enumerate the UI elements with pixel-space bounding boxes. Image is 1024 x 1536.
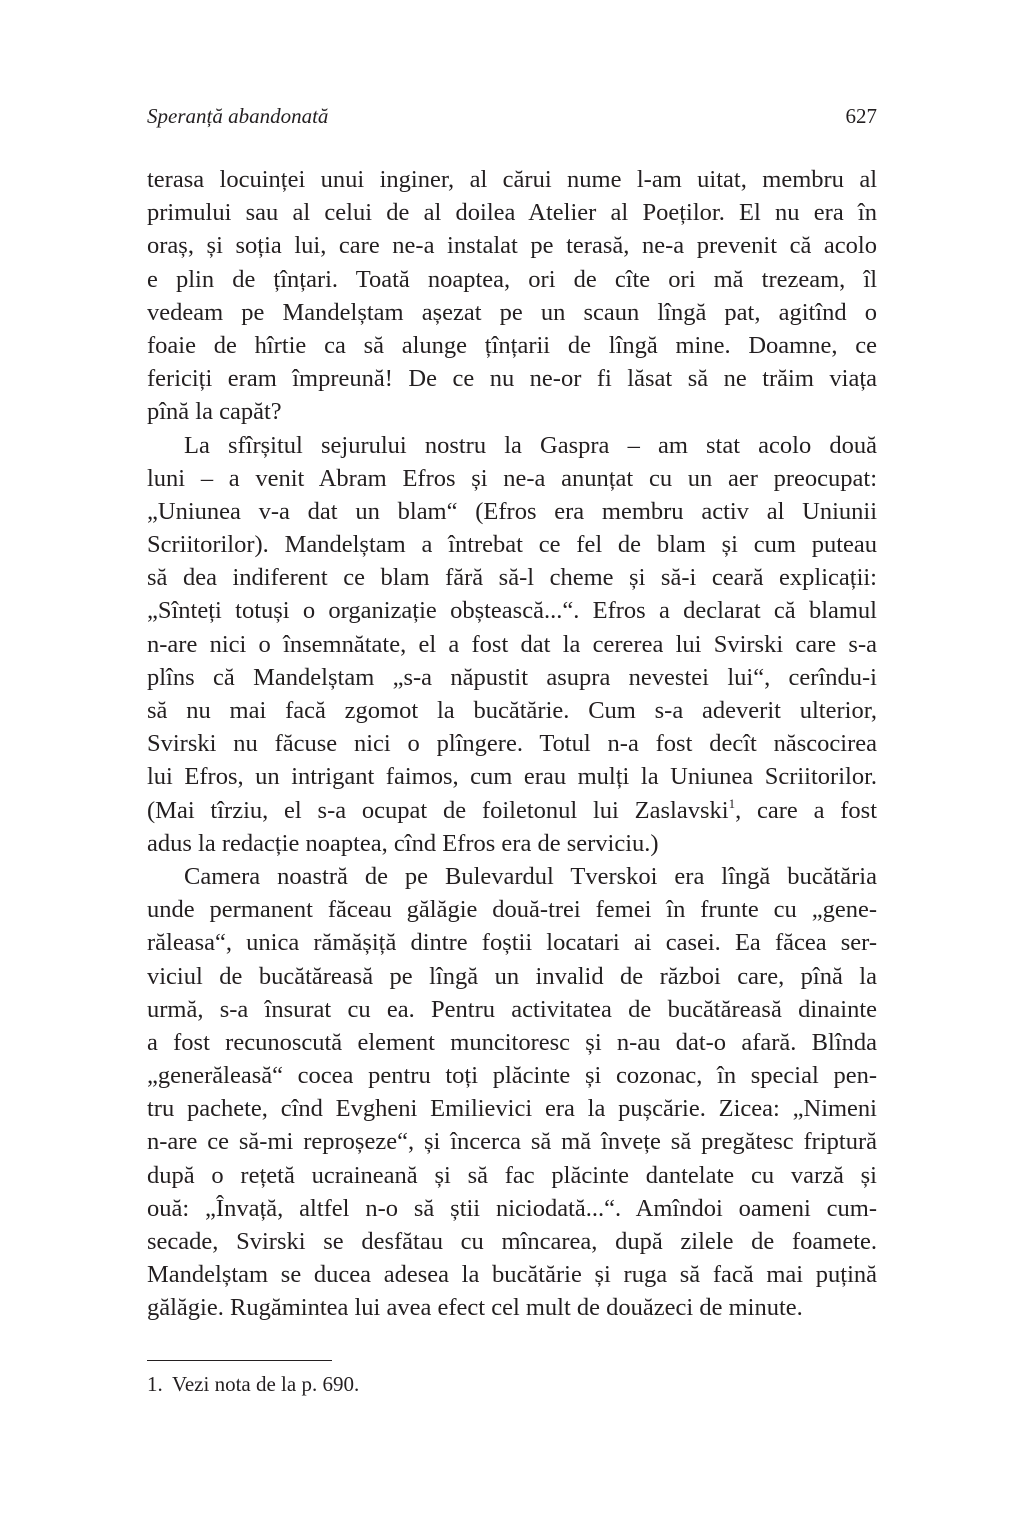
text-line: foaie de hîrtie ca să alunge țînțarii de lîngă mine. Doamne, ce: [147, 331, 877, 359]
text-line: e plin de țînțari. Toată noaptea, ori de cîte ori mă trezeam, îl: [147, 265, 877, 293]
footnote-number: 1.: [147, 1372, 163, 1396]
paragraph: [147, 429, 877, 860]
text-line: „Uniunea v-a dat un blam“ (Efros era membru activ al Uniunii: [147, 497, 877, 525]
text-line: Camera noastră de pe Bulevardul Tverskoi era lîngă bucătăria: [184, 862, 877, 890]
text-line: să dea indiferent ce blam fără să-l cheme și să-i ceară explicații:: [147, 564, 877, 592]
text-line: Scriitorilor). Mandelștam a întrebat ce fel de blam și cum puteau: [147, 531, 877, 559]
text-line: a fost recunoscută element muncitoresc și n-au dat-o afară. Blînda: [147, 1028, 877, 1056]
running-header: [147, 104, 877, 134]
text-line: să nu mai facă zgomot la bucătărie. Cum s-a adeverit ulterior,: [147, 697, 877, 724]
footnote: [147, 1372, 359, 1397]
text-line: „Sînteți totuși o organizație obștească...“. Efros a declarat că blamul: [147, 597, 877, 625]
text-line: unde permanent făceau gălăgie două-trei femei în frunte cu „gene-: [147, 896, 877, 924]
text-line: „generăleasă“ cocea pentru toți plăcinte și cozonac, în special pen-: [147, 1062, 877, 1090]
text-line: plîns că Mandelștam „s-a năpustit asupra nevestei lui“, cerîndu-i: [147, 663, 877, 691]
text-line: primului sau al celui de al doilea Atelier al Poeților. El nu era în: [147, 199, 877, 227]
text-line: n-are ce să-mi reproșeze“, și încerca să mă învețe să pregătesc friptură: [147, 1128, 877, 1156]
text-line: n-are nici o însemnătate, el a fost dat la cererea lui Svirski care s-a: [147, 630, 877, 658]
text-line: pînă la capăt?: [147, 398, 282, 426]
text-line: fericiți eram împreună! De ce nu ne-or fi lăsat să ne trăim viața: [147, 365, 877, 393]
footnote-text: Vezi nota de la p. 690.: [172, 1372, 360, 1396]
text-line: lui Efros, un intrigant faimos, cum erau mulți la Uniunea Scriitorilor.: [147, 763, 877, 791]
text-line: ouă: „Învață, altfel n-o să știi niciodată...“. Amîndoi oameni cum-: [147, 1194, 877, 1222]
page-number: 627: [845, 104, 877, 128]
text-line: vedeam pe Mandelștam așezat pe un scaun lîngă pat, agitînd o: [147, 298, 877, 326]
body-text: [147, 163, 877, 1325]
text-line: secade, Svirski se desfătau cu mîncarea, după zilele de foamete.: [147, 1228, 877, 1255]
text-line: răleasa“, unica rămășiță dintre foștii locatari ai casei. Ea făcea ser-: [147, 929, 877, 957]
text-line: oraș, și soția lui, care ne-a instalat pe terasă, ne-a prevenit că acolo: [147, 232, 877, 260]
text-line: adus la redacție noaptea, cînd Efros era de serviciu.): [147, 829, 659, 857]
paragraph: [147, 163, 877, 429]
text-line: tru pachete, cînd Evgheni Emilievici era la pușcărie. Zicea: „Nimeni: [147, 1095, 877, 1123]
text-line: luni – a venit Abram Efros și ne-a anunțat cu un aer preocupat:: [147, 464, 877, 492]
text-line: [147, 794, 877, 827]
text-line: Mandelștam se ducea adesea la bucătărie și ruga să facă mai puțină: [147, 1261, 877, 1289]
footnote-divider: [147, 1360, 332, 1361]
text-line: viciul de bucătăreasă pe lîngă un invalid de război care, pînă la: [147, 962, 877, 990]
text-line: după o rețetă ucraineană și să fac plăcinte dantelate cu varză și: [147, 1161, 877, 1189]
text-line: Svirski nu făcuse nici o plîngere. Totul n-a fost decît născocirea: [147, 730, 877, 758]
text-line: urmă, s-a însurat cu ea. Pentru activitatea de bucătăreasă dinainte: [147, 995, 877, 1023]
footnote-reference: 1: [728, 795, 736, 811]
text-segment: , care a fost: [735, 796, 877, 824]
text-segment: (Mai tîrziu, el s-a ocupat de foiletonul lui Zaslavski: [147, 796, 729, 824]
running-title: Speranță abandonată: [147, 104, 329, 128]
text-line: gălăgie. Rugămintea lui avea efect cel mult de douăzeci de minute.: [147, 1294, 803, 1322]
text-line: La sfîrșitul sejurului nostru la Gaspra – am stat acolo două: [184, 431, 877, 459]
text-line: terasa locuinței unui inginer, al cărui nume l-am uitat, membru al: [147, 166, 877, 193]
paragraph: [147, 860, 877, 1325]
